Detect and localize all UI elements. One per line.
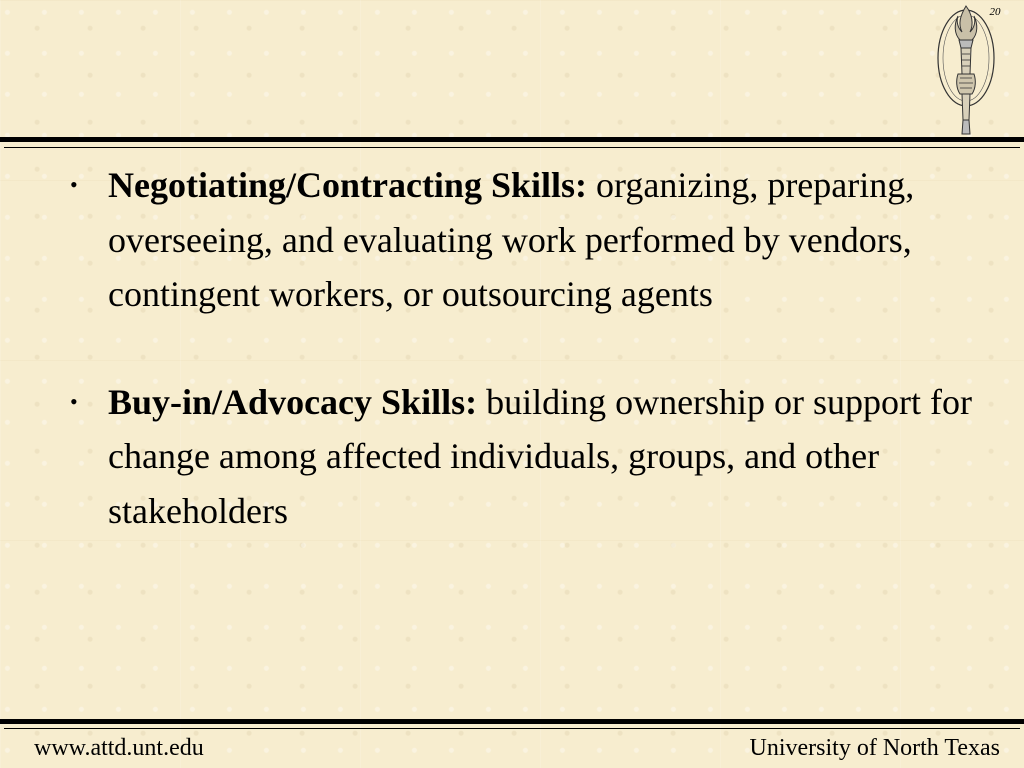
bullet-item-buy-in: [66, 375, 1006, 539]
bullet-description: building ownership or support for change among affected individuals, groups, and other stakeholders: [108, 381, 973, 531]
bullet-item-negotiating: [66, 158, 1006, 322]
bullet-marker: •: [70, 388, 78, 414]
bullet-list: [66, 158, 1006, 538]
bullet-term: Buy-in/Advocacy Skills:: [108, 381, 487, 422]
bullet-marker: •: [70, 172, 78, 197]
bullet-term: Negotiating/Contracting Skills:: [108, 165, 597, 205]
header-rule-thick: [0, 137, 1024, 142]
footer-institution: University of North Texas: [749, 735, 1000, 761]
bullet-description: organizing, preparing, overseeing, and evaluating work performed by vendors, contingent workers, or outsourcing agents: [108, 165, 915, 314]
header-rule-thin: [4, 147, 1020, 148]
page-number: 20: [989, 6, 1001, 18]
footer-rule-thin: [4, 728, 1020, 729]
torch-in-hand-icon: [936, 2, 996, 136]
footer-rule-thick: [0, 719, 1024, 724]
footer-website: www.attd.unt.edu: [34, 735, 204, 761]
